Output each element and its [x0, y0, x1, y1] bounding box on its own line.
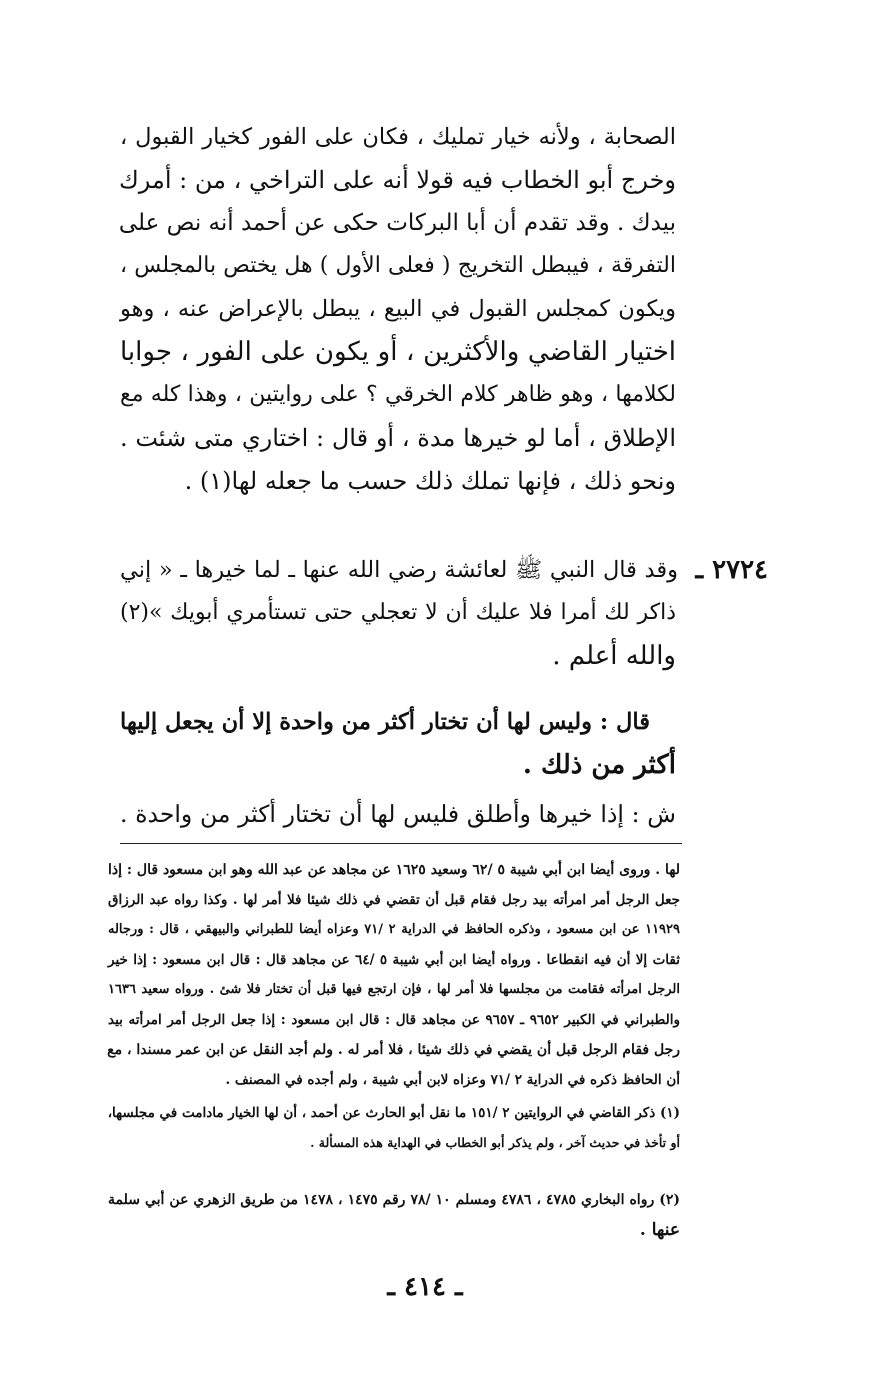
matn-line-2: أكثر من ذلك .: [522, 750, 676, 780]
main-line-5: ويكون كمجلس القبول في البيع ، يبطل بالإعراض عنه ، وهو: [120, 296, 676, 322]
footnote-2-line-2: عنها .: [639, 1220, 680, 1240]
footnote-1-line-1: (١) ذكر القاضي في الروايتين ٢ /١٥١ ما نقل أبو الحارث عن أحمد ، أن لها الخيار مادامت في مجلسها،: [107, 1105, 680, 1121]
footnote-cont-line-1: لها . وروى أيضا ابن أبي شيبة ٥ /٦٢ وسعيد ١٦٢٥ عن مجاهد عن عبد الله وهو ابن مسعود قال : إذا: [108, 862, 680, 878]
footnote-2-line-1: (٢) رواه البخاري ٤٧٨٥ ، ٤٧٨٦ ومسلم ١٠ /٧٨ رقم ١٤٧٥ ، ١٤٧٨ من طريق الزهري عن أبي سلمة: [108, 1192, 680, 1208]
footnote-separator: [120, 843, 682, 844]
footnote-cont-line-2: جعل الرجل أمر امرأته بيد رجل فقام قبل أن تقضي في ذلك شيئا فلا أمر لها . وكذا رواه عبد الرزاق: [108, 892, 680, 908]
footnote-cont-line-5: الرجل امرأته فقامت من مجلسها فلا أمر لها ، فإن ارتجع فيها قبل أن تختار فلا شئ . ورواه سعيد ١٦٣٦: [108, 982, 680, 997]
hadith-number: ٢٧٢٤ ـ: [695, 555, 768, 585]
hadith-line-3: والله أعلم .: [552, 641, 676, 671]
footnote-cont-line-3: ١١٩٢٩ عن ابن مسعود ، وذكره الحافظ في الدراية ٢ /٧١ وعزاه أيضا للطبراني والبيهقي ، قال : ورجاله: [108, 922, 681, 937]
main-line-2: وخرج أبو الخطاب فيه قولا أنه على التراخي ، من : أمرك: [119, 166, 676, 194]
main-line-9: ونحو ذلك ، فإنها تملك ذلك حسب ما جعله لها(١) .: [184, 467, 676, 495]
main-line-4: التفرقة ، فيبطل التخريج ( فعلى الأول ) هل يختص بالمجلس ،: [120, 253, 676, 278]
main-line-8: الإطلاق ، أما لو خيرها مدة ، أو قال : اختاري متى شئت .: [120, 424, 676, 452]
footnote-cont-line-7: رجل فقام الرجل قبل أن يقضي في ذلك شيئا ، فلا أمر له . ولم أجد النقل عن ابن عمر مسندا ، مع: [107, 1042, 680, 1058]
hadith-line-1: وقد قال النبي ﷺ لعائشة رضي الله عنها ـ لما خيرها ـ « إني: [120, 557, 678, 583]
main-line-7: لكلامها ، وهو ظاهر كلام الخرقي ؟ على روايتين ، وهذا كله مع: [120, 382, 676, 407]
page-number: ـ ٤١٤ ـ: [387, 1272, 463, 1302]
main-line-3: بيدك . وقد تقدم أن أبا البركات حكى عن أحمد أنه نص على: [118, 210, 676, 236]
footnote-cont-line-6: والطبراني في الكبير ٩٦٥٢ ـ ٩٦٥٧ عن مجاهد قال : قال ابن مسعود : إذا جعل الرجل أمر امرأته بيد: [108, 1012, 681, 1028]
footnote-1-line-2: أو تأخذ في حديث آخر ، ولم يذكر أبو الخطاب في الهداية هذه المسألة .: [310, 1135, 680, 1150]
footnote-cont-line-8: أن الحافظ ذكره في الدراية ٢ /٧١ وعزاه لابن أبي شيبة ، ولم أجده في المصنف .: [225, 1072, 680, 1088]
footnote-cont-line-4: ثقات إلا أن فيه انقطاعا . ورواه أيضا ابن أبي شيبة ٥ /٦٤ عن مجاهد قال : قال ابن مسعود : إذا خير: [108, 952, 680, 968]
matn-line-3: ش : إذا خيرها وأطلق فليس لها أن تختار أكثر من واحدة .: [120, 800, 676, 828]
main-line-1: الصحابة ، ولأنه خيار تمليك ، فكان على الفور كخيار القبول ،: [120, 124, 676, 150]
main-line-6: اختيار القاضي والأكثرين ، أو يكون على الفور ، جوابا: [120, 337, 676, 367]
matn-line-1: قال : وليس لها أن تختار أكثر من واحدة إلا أن يجعل إليها: [120, 709, 650, 735]
hadith-line-2: ذاكر لك أمرا فلا عليك أن لا تعجلي حتى تستأمري أبويك »(٢): [120, 600, 676, 625]
